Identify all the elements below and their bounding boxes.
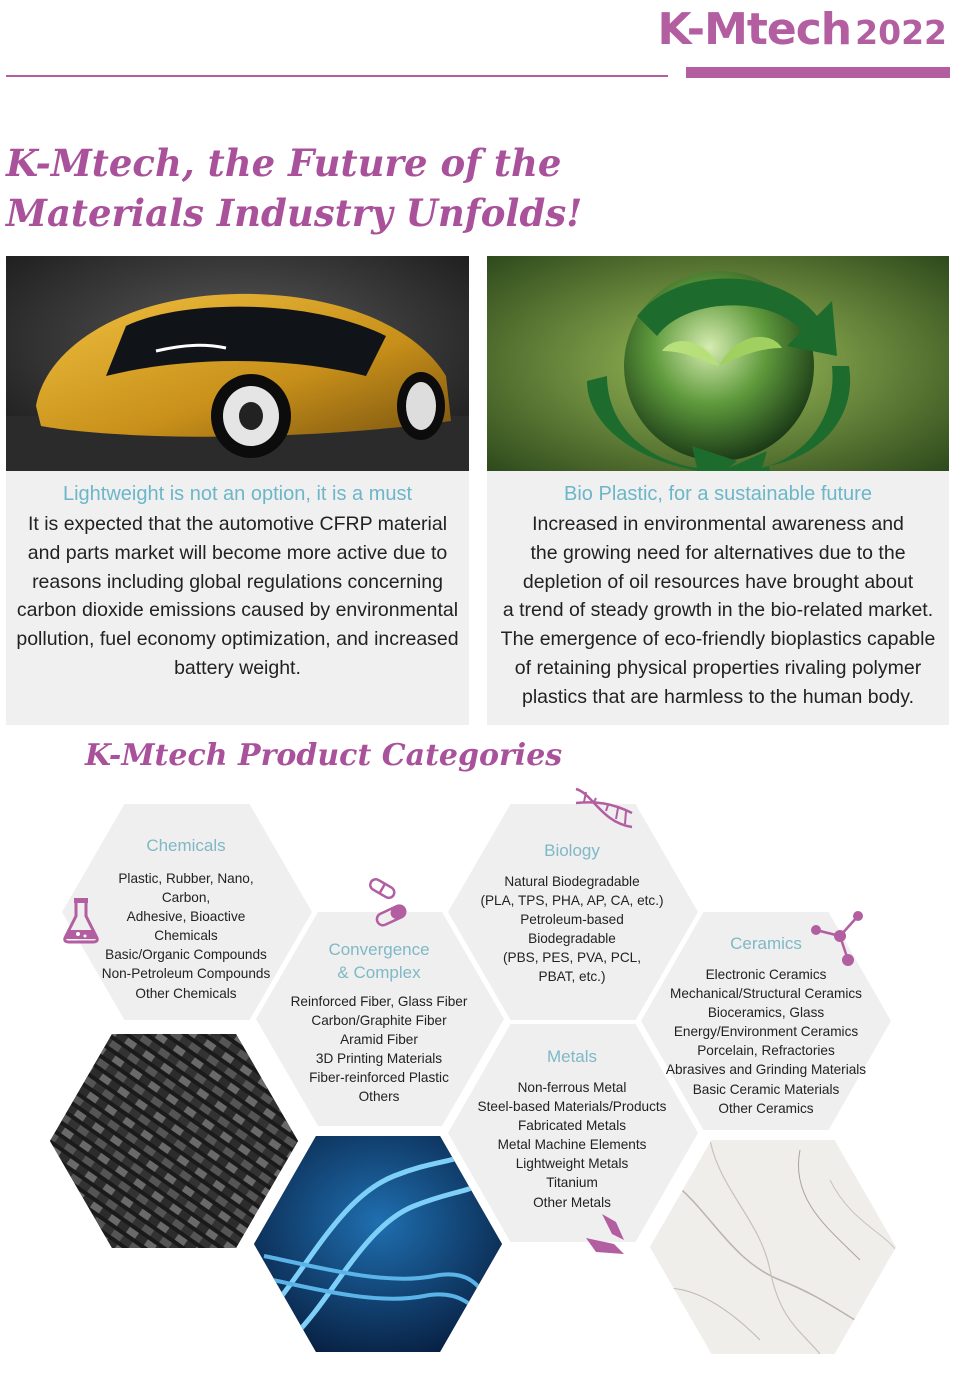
category-item: Metal Machine Elements — [497, 1137, 647, 1153]
categories-heading: K-Mtech Product Categories — [85, 738, 563, 773]
recycle-globe-image — [487, 256, 949, 471]
card-line: carbon dioxide emissions caused by environmental — [16, 599, 459, 622]
header-accent-bar — [686, 67, 950, 78]
marble-image — [650, 1140, 896, 1354]
card-line: and parts market will become more active due to — [27, 541, 448, 564]
category-item: Bioceramics, Glass — [707, 1005, 825, 1021]
card-line: Increased in environmental awareness and — [532, 513, 904, 535]
dna-helix-icon — [572, 783, 636, 833]
card-line: depletion of oil resources have brought about — [522, 570, 914, 593]
card-line: battery weight. — [174, 656, 301, 679]
bioplastic-card-title: Bio Plastic, for a sustainable future — [564, 483, 872, 505]
category-item: Steel-based Materials/Products — [477, 1099, 667, 1115]
card-line: pollution, fuel economy optimization, and increased — [16, 628, 459, 651]
category-item: (PLA, TPS, PHA, AP, CA, etc.) — [480, 893, 664, 909]
brand-name: K-Mtech — [657, 4, 852, 55]
carbon-fiber-image — [50, 1034, 298, 1248]
category-item: Natural Biodegradable — [504, 874, 640, 889]
category-item: Other Metals — [533, 1194, 611, 1210]
molecule-icon — [808, 908, 866, 968]
card-line: It is expected that the automotive CFRP material — [27, 513, 448, 535]
brand-year: 2022 — [855, 13, 947, 52]
card-line: plastics that are harmless to the human body. — [521, 685, 914, 708]
category-item: Other Chemicals — [135, 985, 237, 1001]
brand-logo — [658, 4, 947, 55]
headline-line-2: Materials Industry Unfolds! — [6, 191, 583, 235]
concept-car-image — [6, 256, 469, 471]
category-item: Electronic Ceramics — [705, 967, 827, 982]
biology-title: Biology — [544, 841, 600, 860]
category-item: Mechanical/Structural Ceramics — [670, 986, 862, 1002]
category-item: Plastic, Rubber, Nano, — [118, 871, 254, 886]
category-item: Non-ferrous Metal — [517, 1080, 627, 1095]
card-line: the growing need for alternatives due to the — [530, 541, 906, 564]
category-item: Fabricated Metals — [517, 1118, 627, 1134]
category-item: Biodegradable — [528, 931, 616, 947]
metal-beam-icon — [584, 1212, 626, 1256]
category-item: Carbon/Graphite Fiber — [311, 1013, 447, 1029]
card-line: of retaining physical properties rivaling polymer — [514, 656, 922, 679]
category-item: Porcelain, Refractories — [697, 1043, 835, 1059]
category-item: Non-Petroleum Compounds — [101, 966, 271, 982]
category-item: Others — [358, 1089, 400, 1105]
category-item: Basic Ceramic Materials — [692, 1081, 840, 1097]
metals-title: Metals — [546, 1047, 598, 1066]
bioplastic-card-body — [487, 510, 949, 712]
category-item: Fiber-reinforced Plastic — [309, 1070, 449, 1086]
category-item: Aramid Fiber — [340, 1032, 418, 1048]
category-item: Chemicals — [154, 928, 218, 944]
category-item: Other Ceramics — [718, 1100, 814, 1116]
convergence-category — [281, 938, 477, 1107]
category-item: Energy/Environment Ceramics — [673, 1024, 859, 1040]
category-item: Titanium — [546, 1175, 598, 1191]
flask-icon — [62, 896, 100, 944]
bioplastic-card — [487, 471, 949, 725]
lightweight-card — [6, 471, 469, 725]
convergence-title-line-2: & Complex — [337, 963, 421, 982]
category-item: Carbon, — [161, 890, 211, 906]
category-item: (PBS, PES, PVA, PCL, — [502, 950, 641, 966]
dna-image — [254, 1136, 502, 1352]
category-item: Reinforced Fiber, Glass Fiber — [290, 994, 468, 1009]
ceramics-title: Ceramics — [730, 934, 802, 953]
biology-category — [473, 839, 671, 987]
category-item: PBAT, etc.) — [538, 969, 606, 985]
card-line: a trend of steady growth in the bio-related market. — [502, 599, 934, 622]
category-item: Lightweight Metals — [515, 1156, 629, 1172]
headline-line-1: K-Mtech, the Future of the — [6, 141, 562, 185]
lightweight-card-body — [6, 510, 469, 683]
category-item: Adhesive, Bioactive — [126, 909, 246, 925]
category-item: 3D Printing Materials — [315, 1051, 443, 1067]
category-item: Petroleum-based — [520, 912, 624, 928]
category-item: Abrasives and Grinding Materials — [665, 1062, 867, 1078]
header-rule — [6, 75, 668, 77]
convergence-title-line-1: Convergence — [328, 940, 430, 959]
metals-category — [466, 1045, 678, 1212]
card-line: reasons including global regulations concerning — [32, 570, 443, 593]
chemicals-title: Chemicals — [146, 836, 226, 855]
card-line: The emergence of eco-friendly bioplastics capable — [500, 628, 936, 651]
lightweight-card-title: Lightweight is not an option, it is a must — [62, 483, 413, 505]
chemicals-category — [86, 834, 286, 1003]
page-headline — [6, 138, 706, 238]
capsules-icon — [366, 875, 412, 929]
category-item: Basic/Organic Compounds — [105, 947, 267, 963]
